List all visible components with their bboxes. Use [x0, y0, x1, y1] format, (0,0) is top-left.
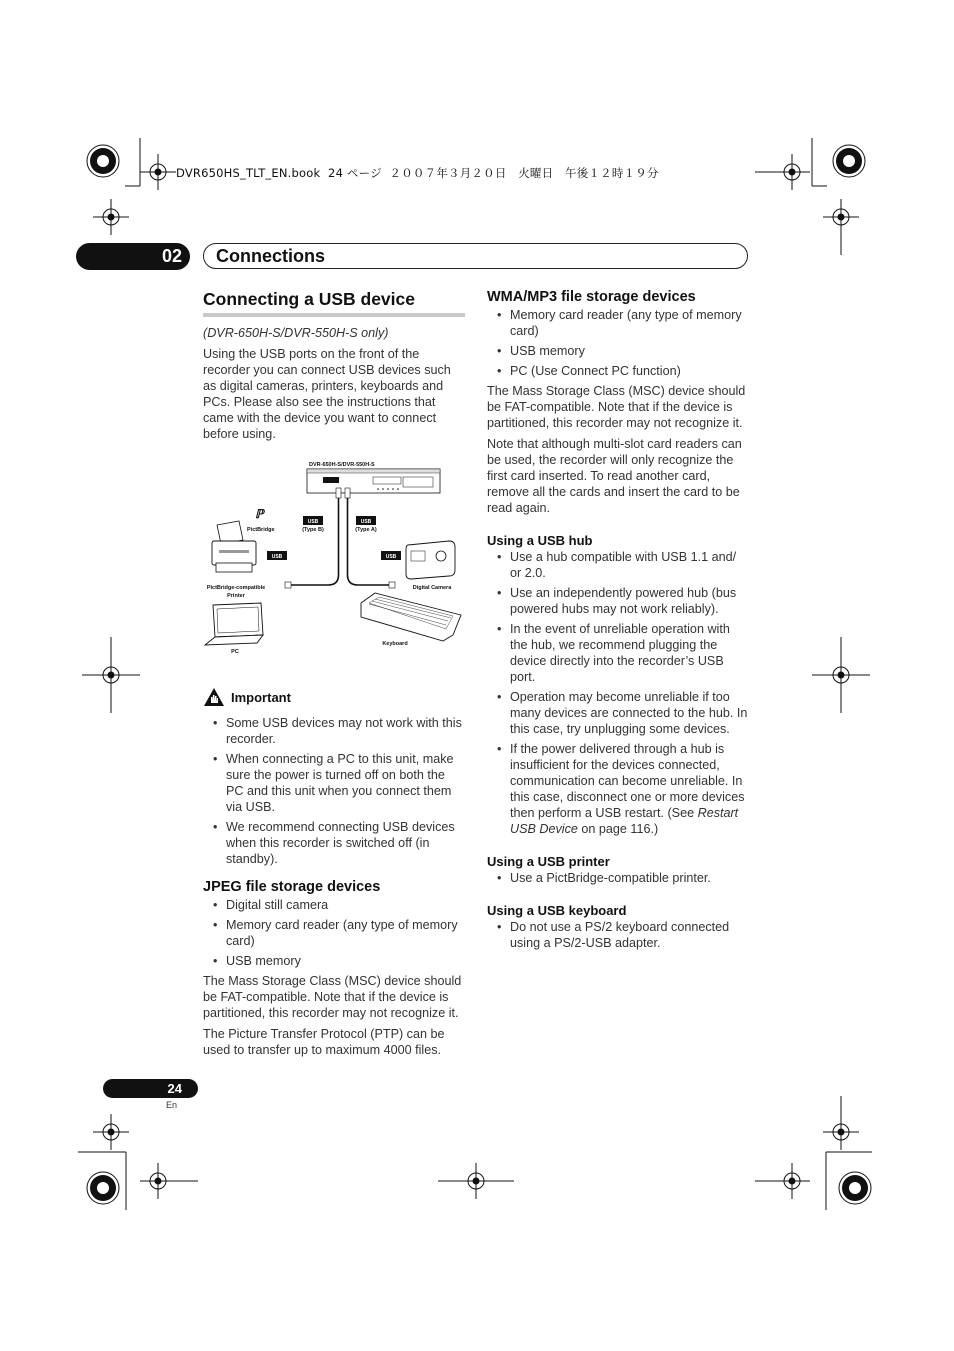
star-wheel-tr [833, 145, 865, 177]
crosshair-1 [140, 154, 176, 190]
usb-type-b-tag: USB [307, 519, 319, 525]
crosshair-7 [93, 1114, 129, 1150]
page-number-badge: 24 [103, 1079, 198, 1098]
bullet-mark: • [497, 871, 502, 885]
camera-icon [406, 541, 455, 579]
keyboard-heading: Using a USB keyboard [487, 903, 627, 918]
bullet-mark: • [497, 920, 502, 934]
keyboard-icon [361, 593, 461, 641]
list-item: • Use a PictBridge-compatible printer. [497, 871, 711, 885]
list-item: • In the event of unreliable operation with the hub, we recommend plugging the device directly into the recorder’s USB port. [497, 622, 730, 684]
jpeg-paragraph-msc: The Mass Storage Class (MSC) device should be FAT-compatible. Note that if the device is partitioned, this recorder may not recognize it. [203, 974, 462, 1020]
usb-camera-tag: USB [385, 554, 397, 560]
printer-label-line1: PictBridge-compatible [206, 585, 266, 591]
print-header: DVR650HS_TLT_EN.book 24 ページ ２００７年３月２０日 火曜日 午後１２時１９分 [176, 166, 659, 180]
list-item: • Use a hub compatible with USB 1.1 and/ or 2.0. [497, 550, 737, 580]
usb-type-a-tag: USB [360, 519, 372, 525]
crosshair-11 [755, 1163, 810, 1199]
star-wheel-bl [87, 1172, 119, 1204]
warning-hand-icon [203, 687, 225, 707]
intro-paragraph: Using the USB ports on the front of the recorder you can connect USB devices such as digital cameras, printers, keyboards and PCs. Please also see the instructions that came with the device you want to connect before using. [203, 347, 451, 441]
usb-printer-tag: USB [271, 554, 283, 560]
list-item: • Use an independently powered hub (bus powered hubs may not work reliably). [497, 586, 737, 616]
bullet-mark: • [497, 344, 502, 358]
bullet-mark: • [213, 716, 218, 730]
bullet-mark: • [497, 690, 502, 704]
crosshair-9 [140, 1163, 198, 1199]
list-item: • PC (Use Connect PC function) [497, 364, 681, 378]
crosshair-4 [823, 199, 859, 255]
crosshair-5 [82, 637, 140, 713]
chapter-number-badge: 02 [76, 243, 190, 270]
bullet-mark: • [497, 586, 502, 600]
list-item: • We recommend connecting USB devices when this recorder is switched off (in standby). [213, 820, 455, 866]
list-item: • USB memory [213, 954, 301, 968]
pc-label: PC [231, 649, 239, 655]
wma-list [487, 307, 749, 379]
keyboard-list [487, 919, 749, 951]
jpeg-paragraph-ptp: The Picture Transfer Protocol (PTP) can be used to transfer up to maximum 4000 files. [203, 1027, 445, 1057]
crosshair-2 [755, 154, 810, 190]
usb-type-b-caption: (Type B) [302, 527, 324, 533]
list-item: • Digital still camera [213, 898, 329, 912]
section-heading: Connecting a USB device [203, 289, 415, 309]
important-title: Important [231, 689, 291, 705]
heading-rule [203, 313, 465, 317]
laptop-icon [205, 603, 263, 645]
cross-reference: Restart USB Device [510, 806, 739, 836]
hub-list [487, 549, 749, 837]
printer-heading: Using a USB printer [487, 854, 610, 869]
keyboard-label: Keyboard [382, 641, 408, 647]
bullet-mark: • [497, 308, 502, 322]
right-column [487, 287, 749, 955]
page-language: En [166, 1100, 178, 1110]
usb-type-a-caption: (Type A) [355, 527, 377, 533]
jpeg-heading: JPEG file storage devices [203, 879, 381, 895]
list-item: • USB memory [497, 344, 585, 358]
wma-paragraph-msc: The Mass Storage Class (MSC) device should be FAT-compatible. Note that if the device is partitioned, this recorder may not recognize it. [487, 384, 746, 430]
left-column [203, 287, 465, 1063]
list-item: • Memory card reader (any type of memory card) [213, 918, 458, 948]
bullet-mark: • [213, 752, 218, 766]
list-item: • Some USB devices may not work with this recorder. [213, 716, 462, 746]
pictbridge-logo-text: PictBridge [247, 527, 275, 533]
crosshair-3 [93, 199, 129, 235]
bullet-mark: • [213, 898, 218, 912]
camera-label: Digital Camera [412, 585, 452, 591]
bullet-mark: • [497, 622, 502, 636]
important-list [203, 715, 465, 867]
list-item: • Memory card reader (any type of memory card) [497, 308, 742, 338]
printer-label-line2: Printer [227, 593, 245, 599]
pictbridge-mark-icon: ℙ [255, 507, 264, 521]
chapter-title: Connections [216, 246, 326, 266]
crosshair-10 [438, 1163, 514, 1199]
jpeg-list [203, 897, 465, 969]
hub-heading: Using a USB hub [487, 533, 593, 548]
diagram-model-label: DVR-650H-S/DVR-550H-S [309, 462, 375, 468]
printer-list [487, 870, 749, 886]
bullet-mark: • [497, 550, 502, 564]
wma-heading: WMA/MP3 file storage devices [487, 289, 696, 305]
model-note: (DVR-650H-S/DVR-550H-S only) [203, 326, 389, 340]
list-item: • Do not use a PS/2 keyboard connected using a PS/2-USB adapter. [497, 920, 730, 950]
bullet-mark: • [213, 918, 218, 932]
bullet-mark: • [213, 954, 218, 968]
bullet-mark: • [213, 820, 218, 834]
star-wheel-tl [87, 145, 119, 177]
crosshair-8 [823, 1096, 859, 1150]
list-item: • Operation may become unreliable if too many devices are connected to the hub. In this case, try unplugging some devices. [497, 690, 748, 736]
bullet-mark: • [497, 364, 502, 378]
usb-connection-diagram [203, 455, 465, 670]
bullet-mark: • [497, 742, 502, 756]
wma-paragraph-card-reader: Note that although multi-slot card readers can be used, the recorder will only recognize the first card inserted. To read another card, remove all the cards and insert the card to be read again. [487, 437, 742, 515]
crosshair-6 [812, 637, 870, 713]
list-item: • When connecting a PC to this unit, make sure the power is turned off on both the PC and this unit when you connect them via USB. [213, 752, 454, 814]
important-callout [203, 687, 465, 707]
list-item: • If the power delivered through a hub is insufficient for the devices connected, communication can become unreliable. In this case, disconnect one or more devices then perform a USB restart. (See Restart USB Device on page 116.) [497, 742, 745, 836]
star-wheel-br [839, 1172, 871, 1204]
